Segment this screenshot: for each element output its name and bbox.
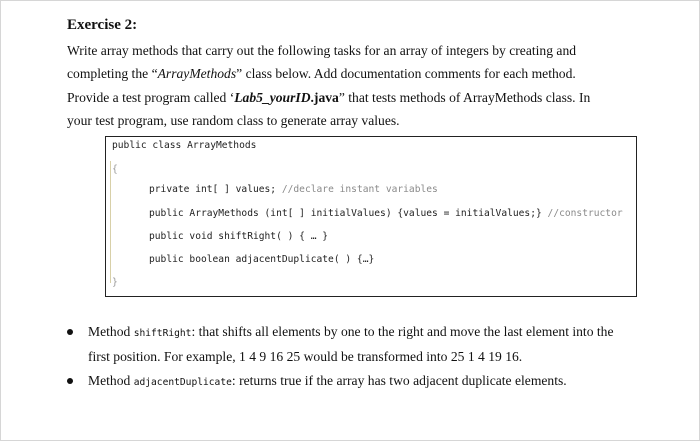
code-box — [105, 136, 637, 297]
bullet-shift-right — [67, 320, 657, 369]
constructor-code: public ArrayMethods (int[ ] initialValues) {values = initialValues;} — [149, 208, 542, 219]
program-name: Lab5_yourID — [234, 89, 311, 105]
instructions-paragraph — [67, 39, 637, 133]
open-brace: { — [112, 164, 118, 175]
bullet-adjacent-duplicate — [67, 369, 657, 394]
para-line-3 — [67, 86, 637, 109]
method-name-code: shiftRight — [133, 328, 192, 339]
constructor-line — [149, 208, 623, 219]
bullet-line-1 — [88, 369, 657, 394]
bullet-line-1 — [88, 320, 657, 345]
method-bullets — [67, 320, 657, 394]
class-name-italic: ArrayMethods — [157, 66, 237, 82]
constructor-comment: //constructor — [547, 208, 623, 219]
bullet-text: Method — [88, 324, 134, 339]
brace-guide — [110, 161, 117, 283]
bullet-icon — [67, 378, 73, 384]
para-text: ” class below. Add documentation comments for each method. — [236, 66, 576, 82]
file-extension: .java — [310, 89, 339, 105]
field-code: private int[ ] values; — [149, 184, 277, 195]
bullet-text: : that shifts all elements by one to the right and move the last element into the — [191, 324, 614, 339]
exercise-title: Exercise 2: — [67, 17, 138, 33]
method-name-code: adjacentDuplicate — [133, 376, 232, 388]
close-brace: } — [112, 277, 118, 288]
para-text: ” that tests methods of ArrayMethods class. In — [338, 89, 591, 105]
para-line-2 — [67, 62, 637, 85]
para-text: completing the “ — [67, 66, 158, 82]
bullet-text: Method — [88, 372, 134, 388]
class-declaration: public class ArrayMethods — [112, 140, 257, 151]
para-line-1: Write array methods that carry out the following tasks for an array of integers by creating and — [67, 43, 577, 58]
para-text: Provide a test program called ‘ — [67, 89, 235, 105]
field-comment: //declare instant variables — [281, 184, 438, 195]
bullet-text: : returns true if the array has two adjacent duplicate elements. — [231, 372, 567, 388]
para-line-4: your test program, use random class to generate array values. — [67, 113, 400, 129]
adjacent-duplicate-method: public boolean adjacentDuplicate( ) {…} — [149, 254, 375, 265]
bullet-icon — [67, 329, 73, 335]
field-line — [149, 184, 438, 195]
shift-right-method: public void shiftRight( ) { … } — [149, 231, 329, 242]
bullet-line-2: first position. For example, 1 4 9 16 25 would be transformed into 25 1 4 19 16. — [88, 349, 523, 365]
